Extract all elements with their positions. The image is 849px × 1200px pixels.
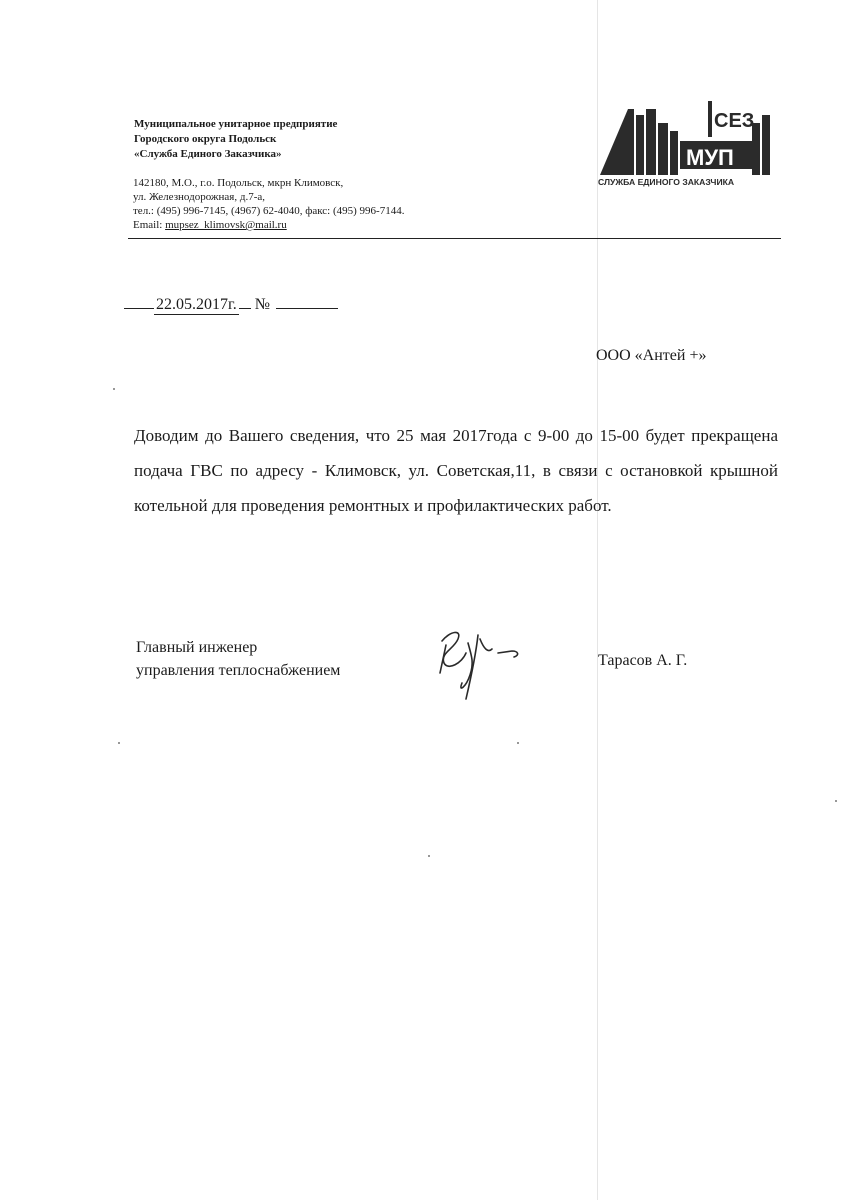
- logo-building: [636, 115, 644, 175]
- email-link[interactable]: mupsez_klimovsk@mail.ru: [165, 219, 287, 231]
- address-line: ул. Железнодорожная, д.7-а,: [133, 191, 265, 203]
- letter-date-row: [124, 296, 338, 315]
- signer-name: Тарасов А. Г.: [598, 652, 688, 669]
- recipient: ООО «Антей +»: [596, 347, 707, 364]
- organization-name: [134, 117, 337, 162]
- logo-building-left: [600, 109, 634, 175]
- org-line: Городского округа Подольск: [134, 133, 277, 145]
- org-line: «Служба Единого Заказчика»: [134, 148, 282, 160]
- date-underline-lead: [124, 308, 154, 309]
- logo-abbr-top: СЕЗ: [714, 110, 755, 132]
- org-line: Муниципальное унитарное предприятие: [134, 118, 338, 130]
- email-line: [133, 218, 404, 232]
- address-line: 142180, М.О., г.о. Подольск, мкрн Климовск,: [133, 177, 344, 189]
- letter-body: Доводим до Вашего сведения, что 25 мая 2017года с 9-00 до 15-00 будет прекращена подача ГВС по адресу - Климовск, ул. Советская,11, в связи с остановкой крышной котельной для проведения ремонтных и профилактических работ.: [134, 426, 778, 515]
- scan-speck: [428, 855, 430, 857]
- letter-date: 22.05.2017г.: [156, 296, 237, 313]
- letter-number-blank: [276, 308, 338, 309]
- signer-title: [136, 636, 340, 682]
- email-label: Email:: [133, 219, 166, 231]
- company-logo: [594, 97, 776, 187]
- scan-speck: [118, 742, 120, 744]
- address-line: тел.: (495) 996-7145, (4967) 62-4040, факс: (495) 996-7144.: [133, 205, 405, 217]
- logo-building-right: [762, 115, 770, 175]
- logo-pole: [708, 101, 712, 137]
- handwritten-signature: [432, 623, 532, 703]
- scan-speck: [113, 388, 115, 390]
- logo-abbr-main: МУП: [686, 145, 734, 170]
- logo-caption: СЛУЖБА ЕДИНОГО ЗАКАЗЧИКА: [598, 177, 735, 187]
- organization-address: [133, 176, 404, 232]
- scan-speck: [517, 742, 519, 744]
- logo-building: [658, 123, 668, 175]
- number-label: №: [254, 296, 271, 313]
- signer-title-line: Главный инженер: [136, 639, 258, 656]
- date-underline-trail: [239, 308, 251, 309]
- logo-building: [646, 109, 656, 175]
- header-divider: [128, 238, 781, 239]
- scan-speck: [835, 800, 837, 802]
- logo-building: [670, 131, 678, 175]
- signer-title-line: управления теплоснабжением: [136, 662, 341, 679]
